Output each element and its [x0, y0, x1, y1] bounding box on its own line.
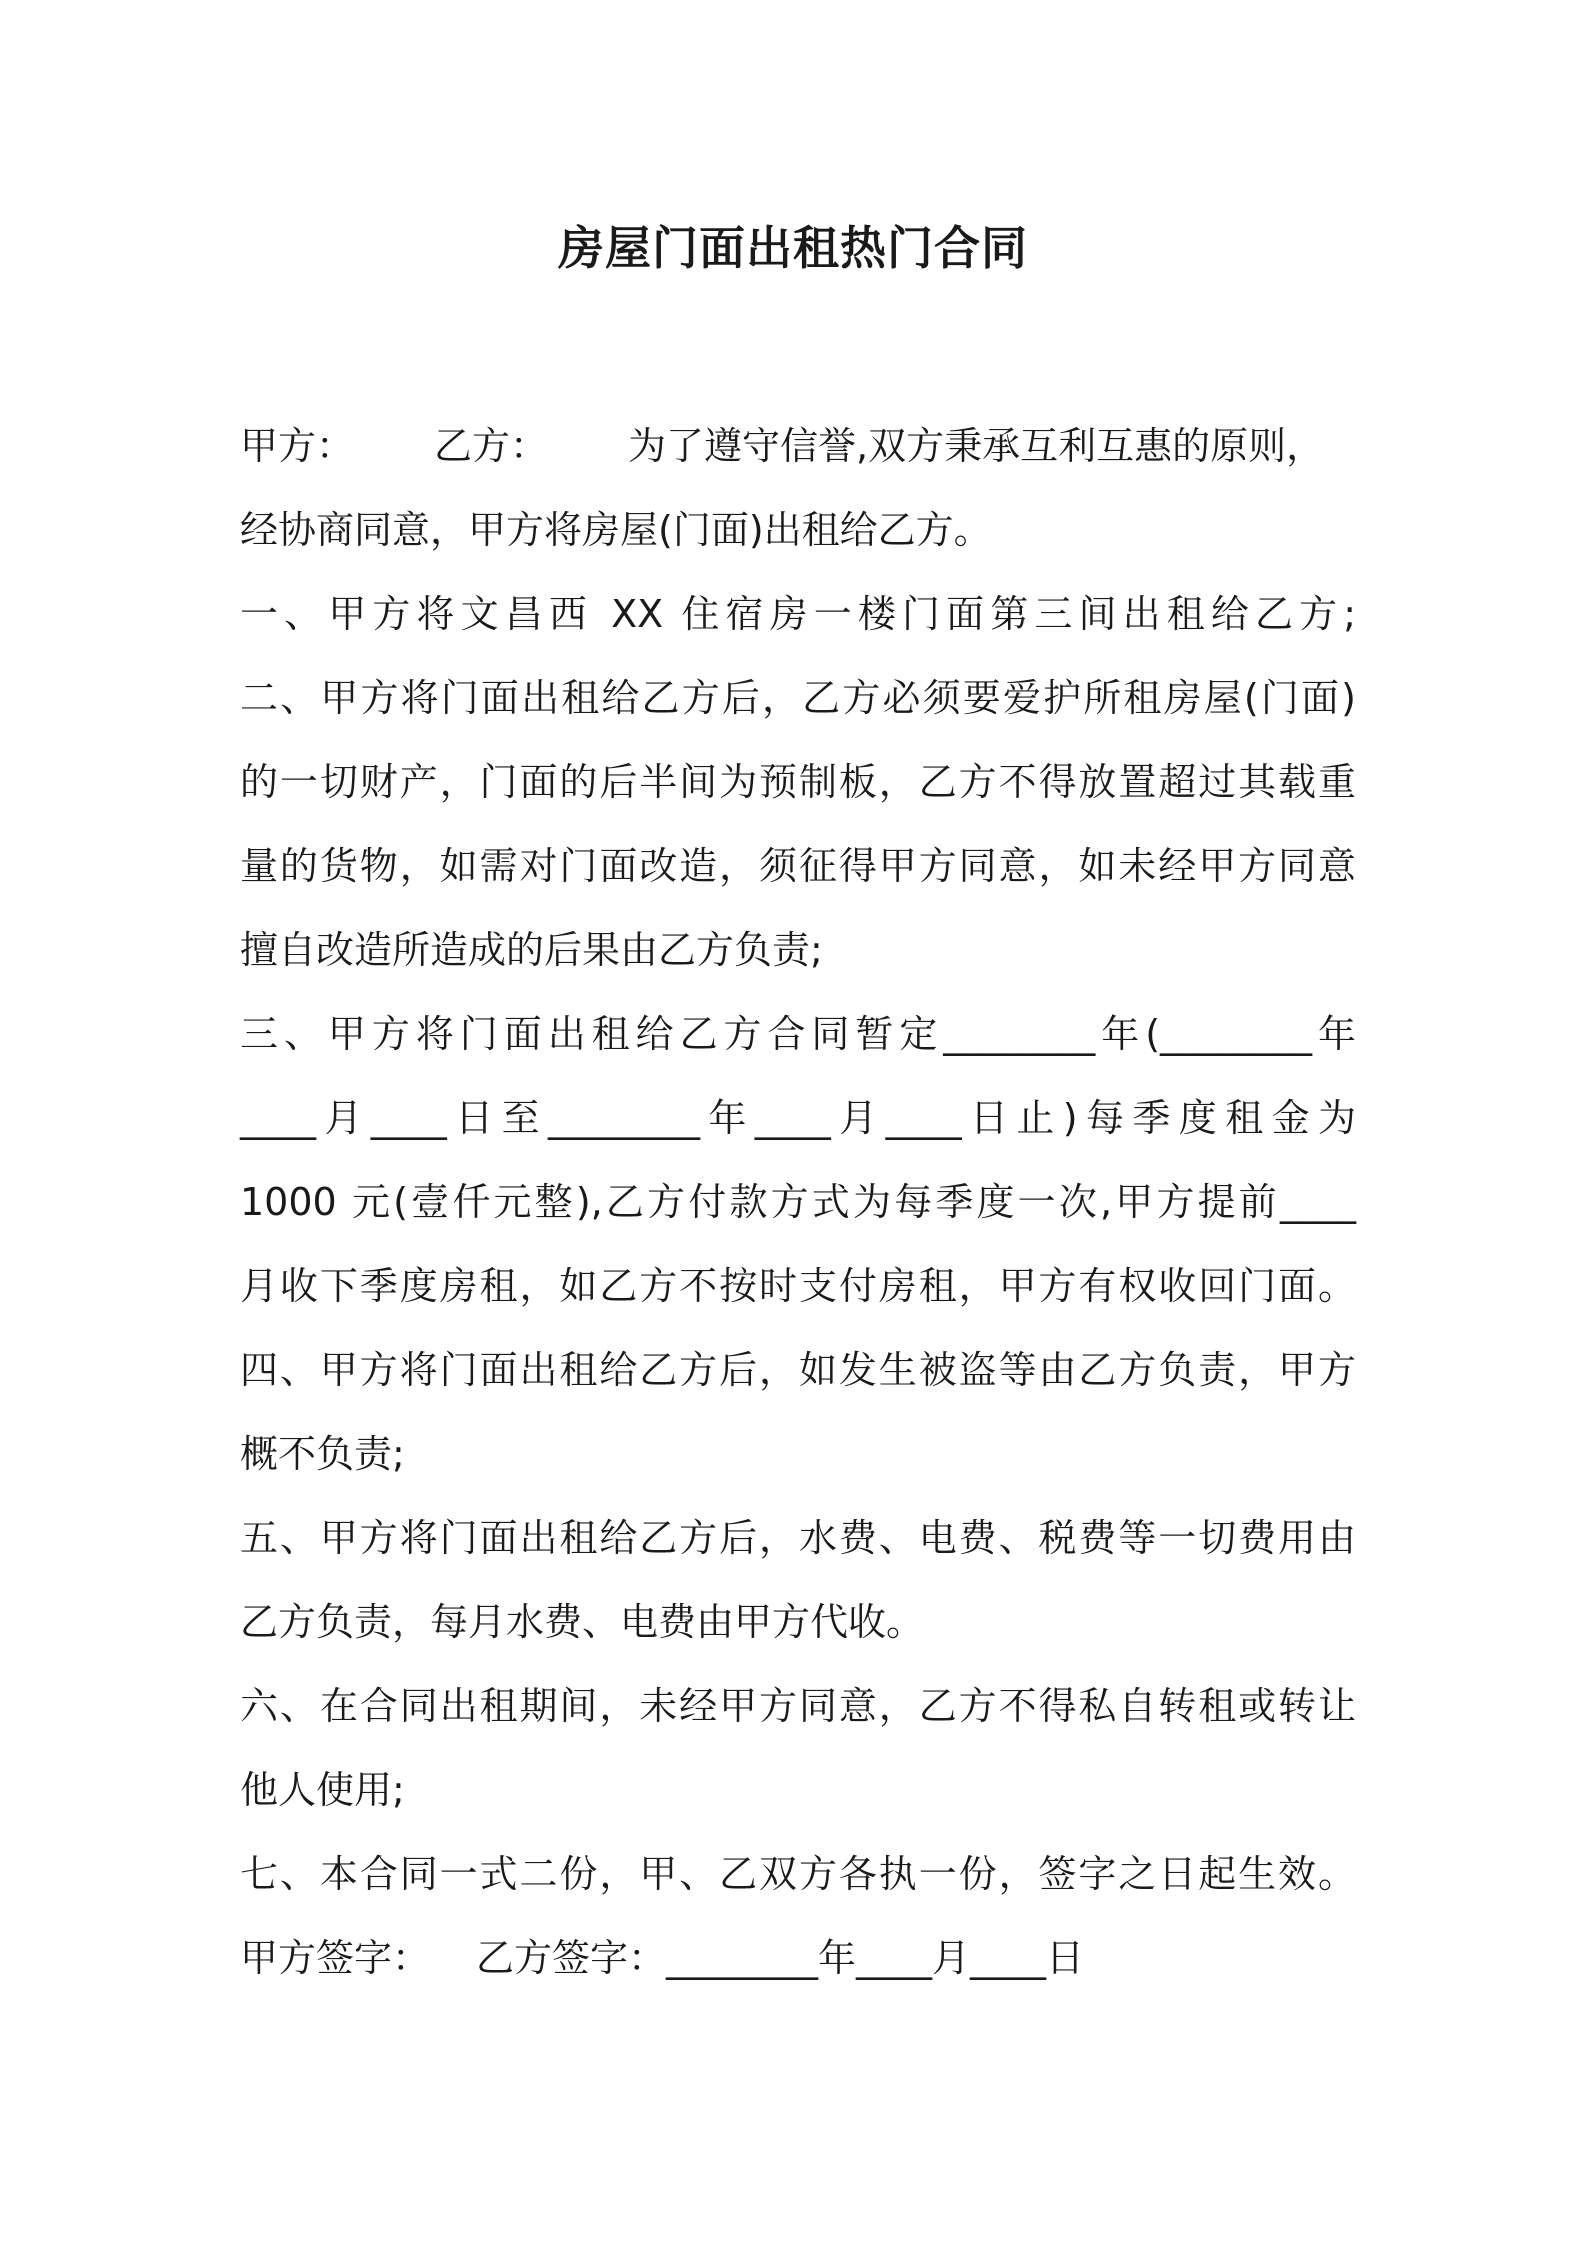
intro-line-1: [240, 404, 1356, 488]
signature-line: [240, 1916, 1356, 2000]
clause-line: 量的货物，如需对门面改造，须征得甲方同意，如未经甲方同意: [240, 844, 1356, 888]
party-b-label: 乙方：: [434, 424, 549, 468]
document-title: 房屋门面出租热门合同: [558, 221, 1028, 275]
clause-line: 乙方负责，每月水费、电费由甲方代收。: [240, 1600, 925, 1644]
party-a-signature-label: 甲方签字：: [240, 1936, 431, 1980]
clause-line: 七、本合同一式二份，甲、乙双方各执一份，签字之日起生效。: [240, 1852, 1356, 1896]
clause-line: 擅自改造所造成的后果由乙方负责;: [240, 928, 823, 972]
intro-line-2: 经协商同意，甲方将房屋(门面)出租给乙方。: [240, 508, 992, 552]
clause-line: 二、甲方将门面出租给乙方后，乙方必须要爱护所租房屋(门面): [240, 676, 1356, 720]
clause-line: 1000 元(壹仟元整),乙方付款方式为每季度一次,甲方提前____: [240, 1180, 1356, 1224]
clause-line: 的一切财产，门面的后半间为预制板，乙方不得放置超过其载重: [240, 760, 1356, 804]
clause-line: 三、甲方将门面出租给乙方合同暂定________年(________年: [240, 1012, 1356, 1056]
party-a-label: 甲方：: [240, 424, 355, 468]
clause-line: 概不负责;: [240, 1432, 405, 1476]
signature-date: ________年____月____日: [666, 1936, 1085, 1980]
clause-line: 月收下季度房租，如乙方不按时支付房租，甲方有权收回门面。: [240, 1264, 1356, 1308]
clause-line: 一、甲方将文昌西 XX 住宿房一楼门面第三间出租给乙方;: [240, 592, 1356, 636]
party-b-signature-label: 乙方签字：: [476, 1936, 667, 1980]
clause-line: 四、甲方将门面出租给乙方后，如发生被盗等由乙方负责，甲方: [240, 1348, 1356, 1392]
clause-line: 五、甲方将门面出租给乙方后，水费、电费、税费等一切费用由: [240, 1516, 1356, 1560]
intro-text: 为了遵守信誉,双方秉承互利互惠的原则，: [628, 424, 1325, 468]
clause-line: 六、在合同出租期间，未经甲方同意，乙方不得私自转租或转让: [240, 1684, 1356, 1728]
clause-line: 他人使用;: [240, 1768, 405, 1812]
contract-body: [240, 404, 1356, 2000]
clause-line: ____月____日至________年____月____日止)每季度租金为: [240, 1096, 1356, 1140]
